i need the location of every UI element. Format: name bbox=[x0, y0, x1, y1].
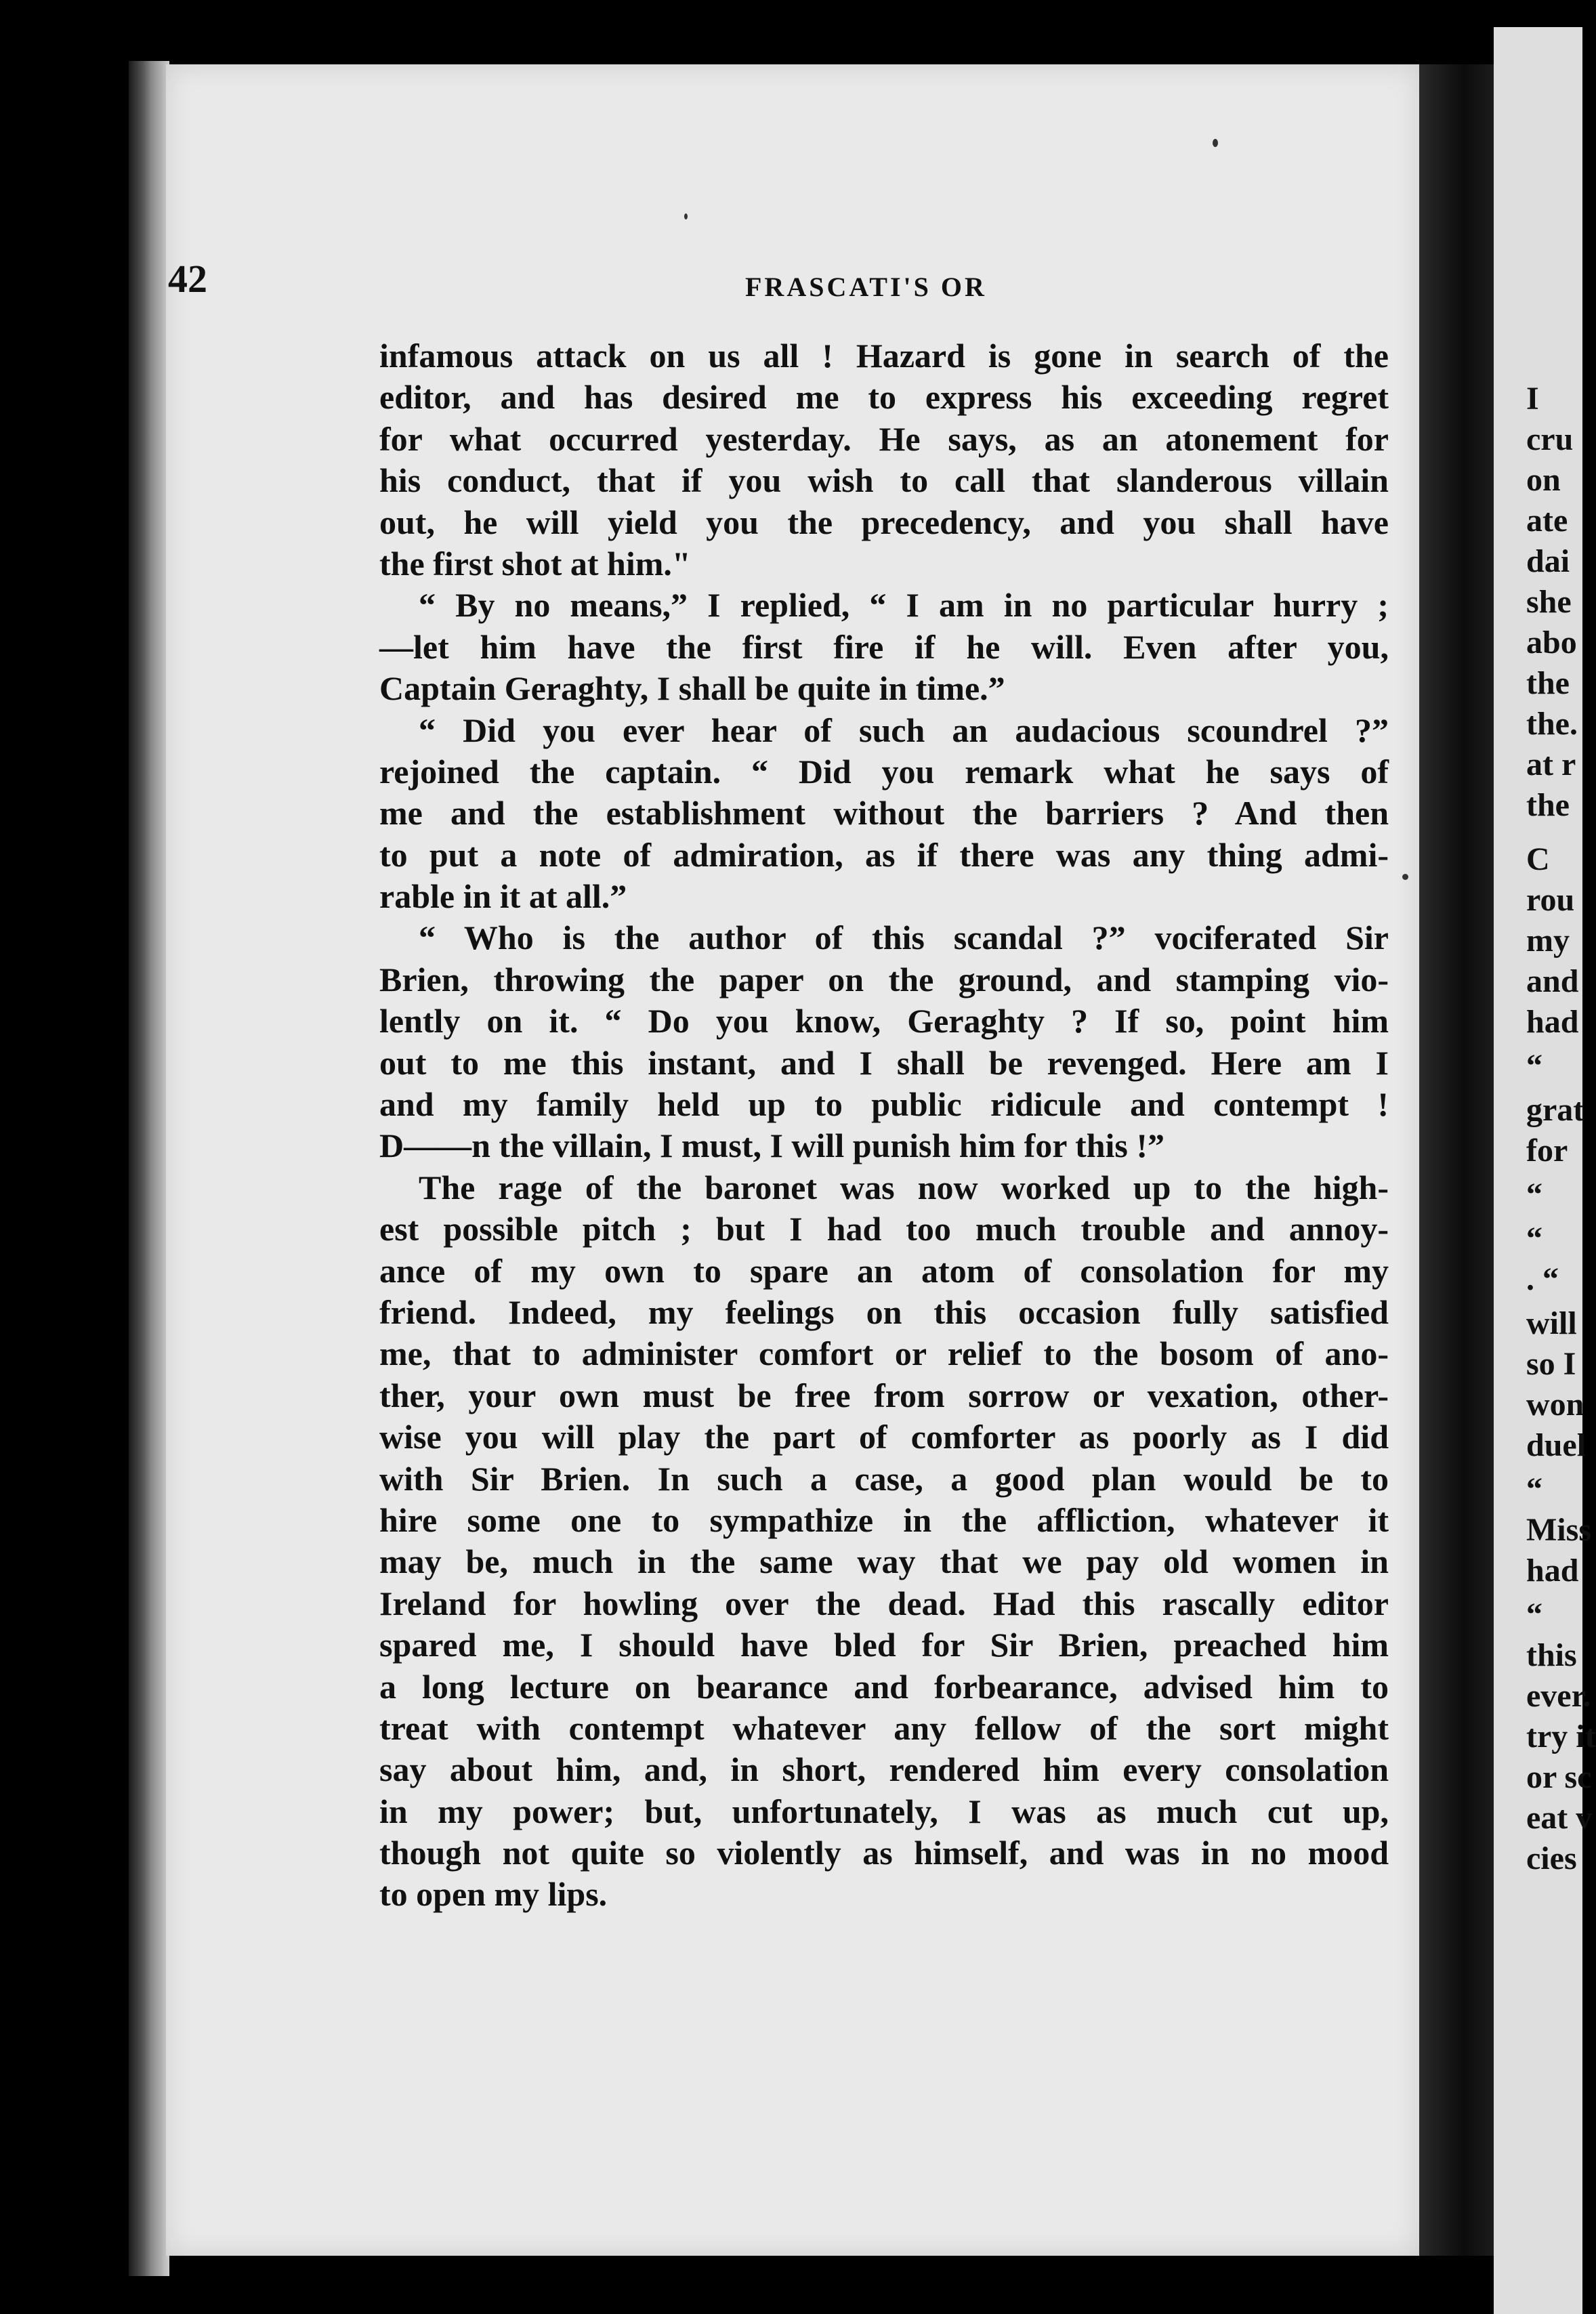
facing-page-fragment: duel bbox=[1526, 1427, 1587, 1463]
facing-page-fragment: so I bbox=[1526, 1346, 1576, 1382]
text-line: Ireland for howling over the dead. Had this rascally editor bbox=[379, 1584, 1389, 1622]
facing-page-fragment: the bbox=[1526, 665, 1570, 701]
page-gutter bbox=[1419, 64, 1494, 2256]
running-head: FRASCATI'S OR bbox=[745, 272, 987, 302]
facing-page-fragment: “ bbox=[1526, 1597, 1542, 1633]
text-line: D——n the villain, I must, I will punish him for this !” bbox=[379, 1127, 1165, 1165]
facing-page-fragment: dai bbox=[1526, 543, 1570, 579]
text-line: say about him, and, in short, rendered him every consolation bbox=[379, 1750, 1389, 1789]
text-line: rable in it at all.” bbox=[379, 877, 627, 916]
facing-page-fragment: cies bbox=[1526, 1840, 1577, 1876]
text-line: The rage of the baronet was now worked up to the high- bbox=[419, 1168, 1389, 1206]
text-line: me, that to administer comfort or relief to the bosom of ano- bbox=[379, 1334, 1389, 1373]
facing-page-fragment: cru bbox=[1526, 421, 1574, 457]
text-line: in my power; but, unfortunately, I was as much cut up, bbox=[379, 1792, 1389, 1830]
scan-speck bbox=[1213, 139, 1218, 147]
text-line: est possible pitch ; but I had too much trouble and annoy- bbox=[379, 1210, 1389, 1248]
facing-page-fragment: had bbox=[1526, 1553, 1579, 1589]
text-line: may be, much in the same way that we pay old women in bbox=[379, 1542, 1389, 1581]
text-line: and my family held up to public ridicule and contempt ! bbox=[379, 1085, 1389, 1124]
text-line: rejoined the captain. “ Did you remark what he says of bbox=[379, 752, 1389, 791]
facing-page-fragment: had bbox=[1526, 1004, 1579, 1040]
text-line: “ Who is the author of this scandal ?” vociferated Sir bbox=[419, 919, 1389, 957]
text-line: out, he will yield you the precedency, and you shall have bbox=[379, 503, 1389, 541]
facing-page-fragment: this bbox=[1526, 1637, 1577, 1673]
facing-page-fragment: and bbox=[1526, 963, 1579, 999]
text-line: treat with contempt whatever any fellow of the sort might bbox=[379, 1708, 1389, 1747]
text-line: “ Did you ever hear of such an audacious scoundrel ?” bbox=[419, 711, 1389, 749]
scan-speck bbox=[684, 213, 688, 219]
body-text bbox=[379, 335, 1389, 1916]
facing-page-fragment: at r bbox=[1526, 746, 1576, 782]
text-line: lently on it. “ Do you know, Geraghty ? If so, point him bbox=[379, 1002, 1389, 1040]
facing-page-fragment: “ bbox=[1526, 1221, 1542, 1257]
facing-page-fragment: “ bbox=[1526, 1048, 1542, 1084]
facing-page-fragment: the bbox=[1526, 787, 1570, 823]
facing-page-fragment: C bbox=[1526, 841, 1550, 877]
facing-page-edge bbox=[1494, 27, 1596, 2314]
page-number: 42 bbox=[168, 257, 207, 301]
text-line: “ By no means,” I replied, “ I am in no particular hurry ; bbox=[419, 586, 1389, 625]
facing-page-fragment: eat v bbox=[1526, 1800, 1593, 1836]
text-line: his conduct, that if you wish to call that slanderous villain bbox=[379, 461, 1389, 500]
text-line: though not quite so violently as himself, and was in no mood bbox=[379, 1834, 1389, 1872]
facing-page-fragment: my bbox=[1526, 923, 1570, 959]
text-line: ther, your own must be free from sorrow or vexation, other- bbox=[379, 1376, 1389, 1414]
text-line: Captain Geraghty, I shall be quite in time.” bbox=[379, 669, 1005, 708]
text-line: wise you will play the part of comforter as poorly as I did bbox=[379, 1418, 1389, 1456]
facing-page-fragment: she bbox=[1526, 584, 1572, 620]
facing-page-fragment: I bbox=[1526, 381, 1539, 417]
facing-page-fragment: “ bbox=[1526, 1471, 1542, 1507]
facing-page-fragment: for bbox=[1526, 1133, 1568, 1169]
text-line: out to me this instant, and I shall be revenged. Here am I bbox=[379, 1043, 1389, 1082]
facing-page-fragment: Miss bbox=[1526, 1512, 1591, 1548]
facing-page-fragment: ever. bbox=[1526, 1678, 1591, 1714]
text-line: hire some one to sympathize in the affliction, whatever it bbox=[379, 1500, 1389, 1539]
text-line: ance of my own to spare an atom of consolation for my bbox=[379, 1251, 1389, 1290]
text-line: —let him have the first fire if he will. Even after you, bbox=[379, 627, 1389, 666]
facing-page-fragment: “ bbox=[1526, 1177, 1542, 1213]
facing-page-fragment: abo bbox=[1526, 625, 1577, 660]
text-line: the first shot at him." bbox=[379, 544, 691, 583]
text-line: spared me, I should have bled for Sir Brien, preached him bbox=[379, 1626, 1389, 1664]
facing-page-fragment: the. bbox=[1526, 706, 1578, 742]
text-line: with Sir Brien. In such a case, a good plan would be to bbox=[379, 1459, 1389, 1498]
text-line: to open my lips. bbox=[379, 1875, 608, 1914]
facing-page-fragment: won bbox=[1526, 1387, 1584, 1423]
text-line: me and the establishment without the barriers ? And then bbox=[379, 794, 1389, 833]
facing-page-fragment: rou bbox=[1526, 882, 1575, 918]
text-line: friend. Indeed, my feelings on this occasion fully satisfied bbox=[379, 1292, 1389, 1331]
text-line: a long lecture on bearance and forbearance, advised him to bbox=[379, 1667, 1389, 1706]
facing-page-fragment: . “ bbox=[1526, 1261, 1559, 1297]
facing-page-fragment: ate bbox=[1526, 503, 1568, 539]
facing-page-fragment: or sc bbox=[1526, 1759, 1592, 1795]
facing-page-fragment: will bbox=[1526, 1305, 1577, 1341]
text-line: for what occurred yesterday. He says, as an atonement for bbox=[379, 419, 1389, 458]
text-line: infamous attack on us all ! Hazard is gone in search of the bbox=[379, 337, 1389, 375]
facing-page-fragment: grat bbox=[1526, 1092, 1584, 1128]
book-binding-edge bbox=[129, 61, 169, 2276]
facing-page-fragment: try it bbox=[1526, 1719, 1596, 1754]
text-line: editor, and has desired me to express his exceeding regret bbox=[379, 378, 1389, 417]
text-line: to put a note of admiration, as if there was any thing admi- bbox=[379, 835, 1389, 874]
facing-page-fragment: on bbox=[1526, 462, 1561, 498]
scan-speck bbox=[1402, 874, 1408, 880]
text-line: Brien, throwing the paper on the ground, and stamping vio- bbox=[379, 960, 1389, 998]
